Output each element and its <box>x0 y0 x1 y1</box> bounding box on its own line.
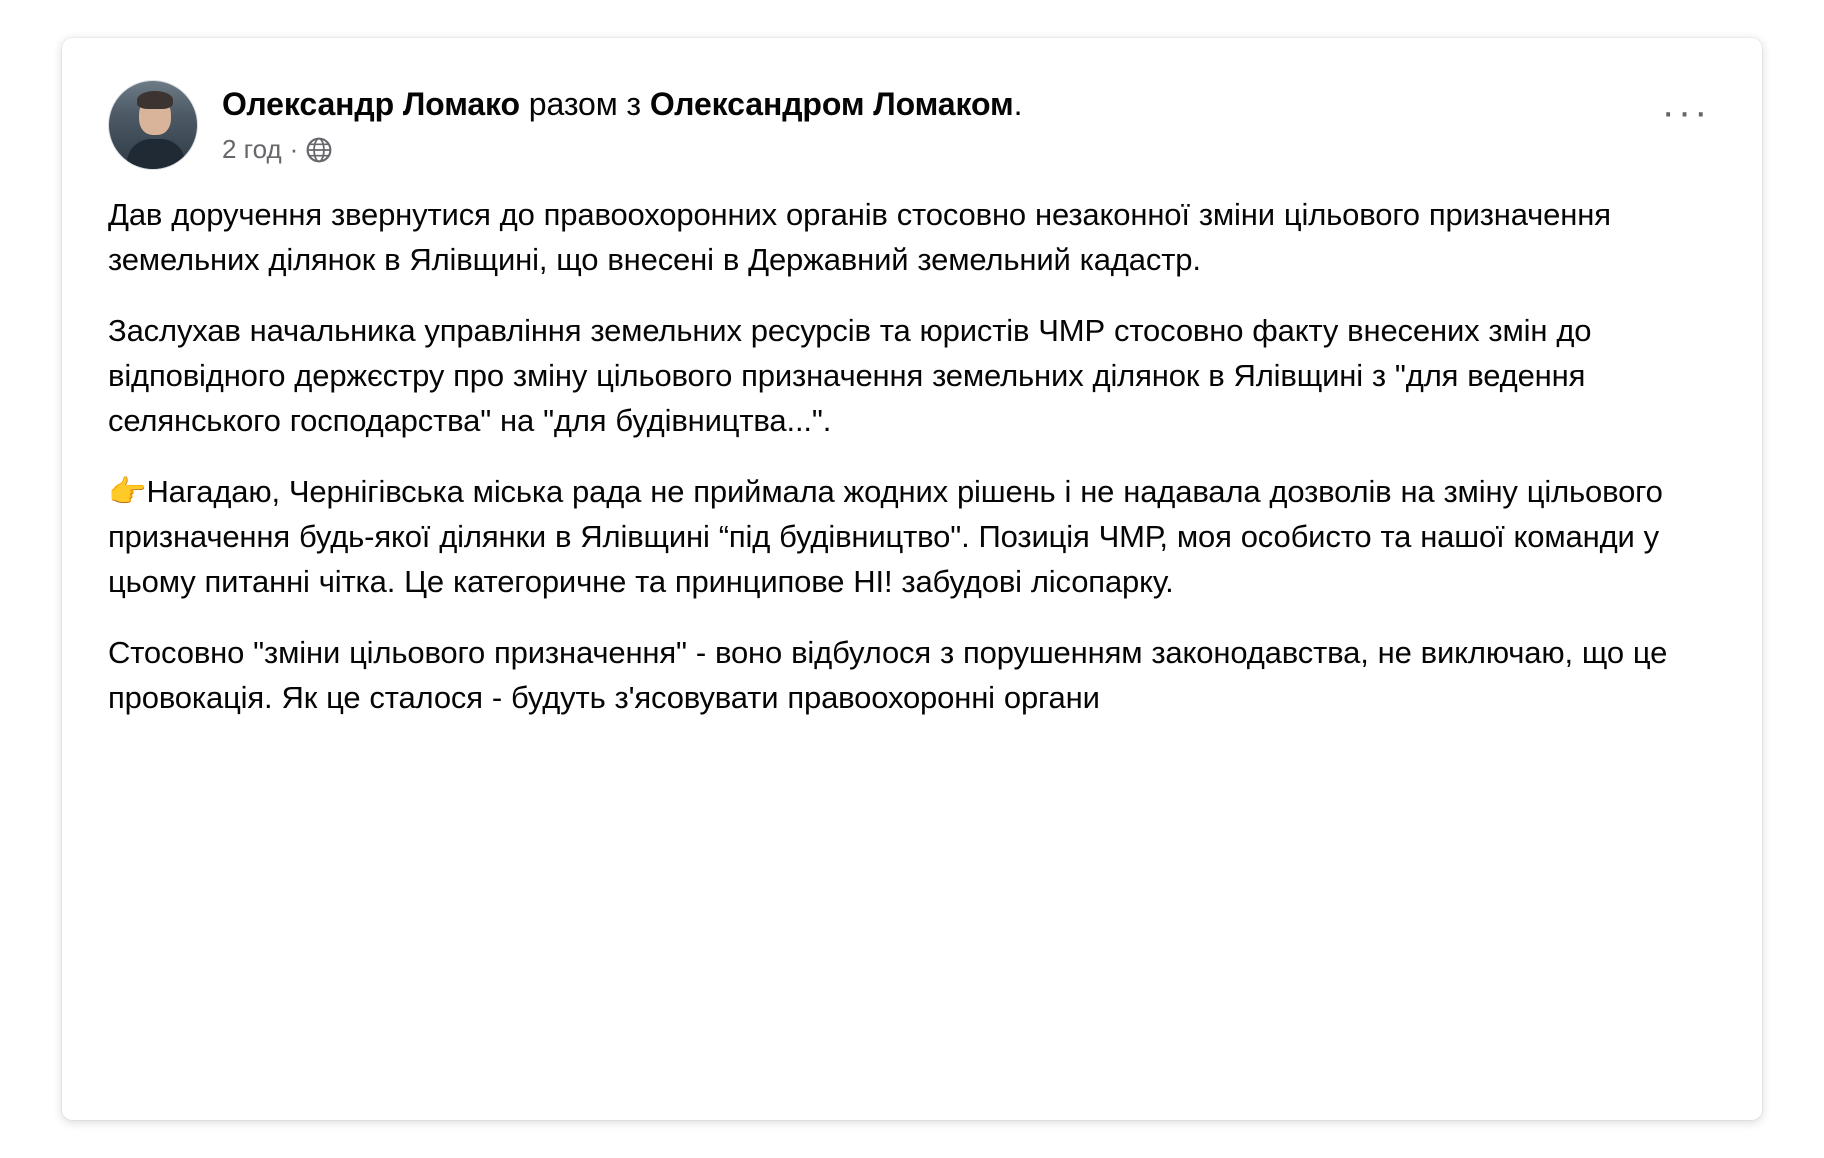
co-author-name[interactable]: Олександром Ломаком <box>649 86 1014 122</box>
post-header-text <box>222 80 1716 164</box>
with-text: разом з <box>528 86 642 122</box>
post-card <box>62 38 1762 1120</box>
globe-icon[interactable] <box>306 137 332 163</box>
post-header <box>62 38 1762 170</box>
author-line <box>222 84 1716 124</box>
post-paragraph-1: Дав доручення звернутися до правоохоронних органів стосовно незаконної зміни цільового призначення земельних ділянок в Ялівщині, що внесені в Державний земельний кадастр. <box>108 197 1611 277</box>
author-line-punct: . <box>1013 86 1023 122</box>
post-paragraph-4: Стосовно "зміни цільового призначення" - воно відбулося з порушенням законодавства, не виключаю, що це провокація. Як це сталося - будуть з'ясовувати правоохоронні органи <box>108 635 1668 715</box>
meta-separator: · <box>289 134 299 164</box>
post-paragraph-3: 👉Нагадаю, Чернігівська міська рада не приймала жодних рішень і не надавала дозволів на зміну цільового призначення будь-якої ділянки в Ялівщині “під будівництво". Позиція ЧМР, моя особисто та нашої команди у цьому питанні чітка. Це категоричне та принципове НІ! забудові лісопарку. <box>108 474 1663 599</box>
post-paragraph-2: Заслухав начальника управління земельних ресурсів та юристів ЧМР стосовно факту внесених змін до відповідного держєстру про зміну цільового призначення земельних ділянок в Ялівщині з "для ведення селянського господарства" на "для будівництва...". <box>108 313 1592 438</box>
post-meta <box>222 134 1716 164</box>
post-timestamp[interactable]: 2 год <box>222 134 282 164</box>
post-body <box>62 170 1762 720</box>
author-name[interactable]: Олександр Ломако <box>222 86 520 122</box>
more-options-button[interactable]: ··· <box>1661 90 1711 134</box>
avatar[interactable] <box>108 80 198 170</box>
